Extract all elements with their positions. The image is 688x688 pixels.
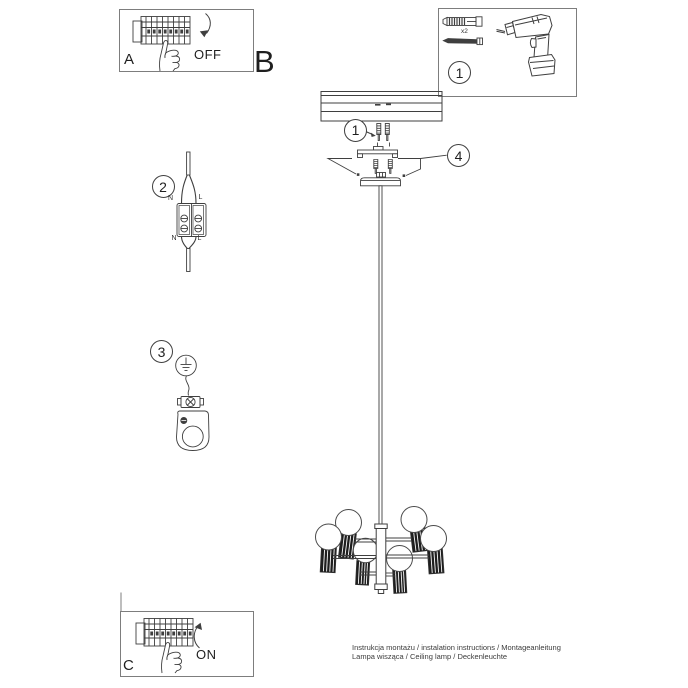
parts-box-step-number: 1	[448, 61, 471, 84]
ceiling-slab	[321, 92, 442, 122]
on-arrow-icon	[194, 623, 202, 648]
step2-number: 2	[152, 175, 175, 198]
wire-connector-illustration	[177, 152, 206, 272]
breaker-panel-c-illustration	[136, 619, 202, 674]
section-b-label: B	[254, 44, 275, 79]
mounting-screws	[377, 124, 390, 141]
step4-leader-lines	[328, 155, 447, 177]
drill-icon	[497, 15, 556, 77]
lamp-center-rod	[375, 524, 387, 594]
switch-on-label: ON	[196, 647, 217, 662]
step3-number: 3	[150, 340, 173, 363]
screw-icon	[443, 38, 483, 45]
anchor-quantity-label: x2	[461, 27, 468, 35]
section-c-label: C	[123, 657, 134, 674]
wire-label-bottom-n: N	[171, 235, 177, 242]
wire-label-bottom-l: L	[197, 234, 202, 242]
breaker-panel-a-illustration	[133, 14, 210, 72]
footer-text	[352, 643, 561, 661]
ground-terminal-illustration	[176, 355, 209, 450]
switch-off-label: OFF	[194, 47, 222, 62]
wall-anchor-icon	[443, 17, 482, 26]
step4-number: 4	[447, 144, 470, 167]
mounting-bracket	[358, 143, 398, 158]
suspension-cable	[379, 186, 382, 525]
wire-label-top-l: L	[198, 194, 203, 201]
canopy	[361, 173, 401, 186]
footer-line1: Instrukcja montażu / instalation instructions / Montageanleitung	[352, 643, 561, 652]
footer-line2: Lampa wisząca / Ceiling lamp / Deckenleuchte	[352, 652, 508, 661]
wire-label-top-n: N	[168, 194, 174, 202]
earth-symbol-icon	[181, 358, 192, 371]
bracket-screws	[374, 160, 393, 174]
section-a-label: A	[124, 51, 135, 68]
step1-leader-line	[366, 132, 376, 138]
step1-number: 1	[344, 119, 367, 142]
off-arrow-icon	[200, 14, 211, 38]
